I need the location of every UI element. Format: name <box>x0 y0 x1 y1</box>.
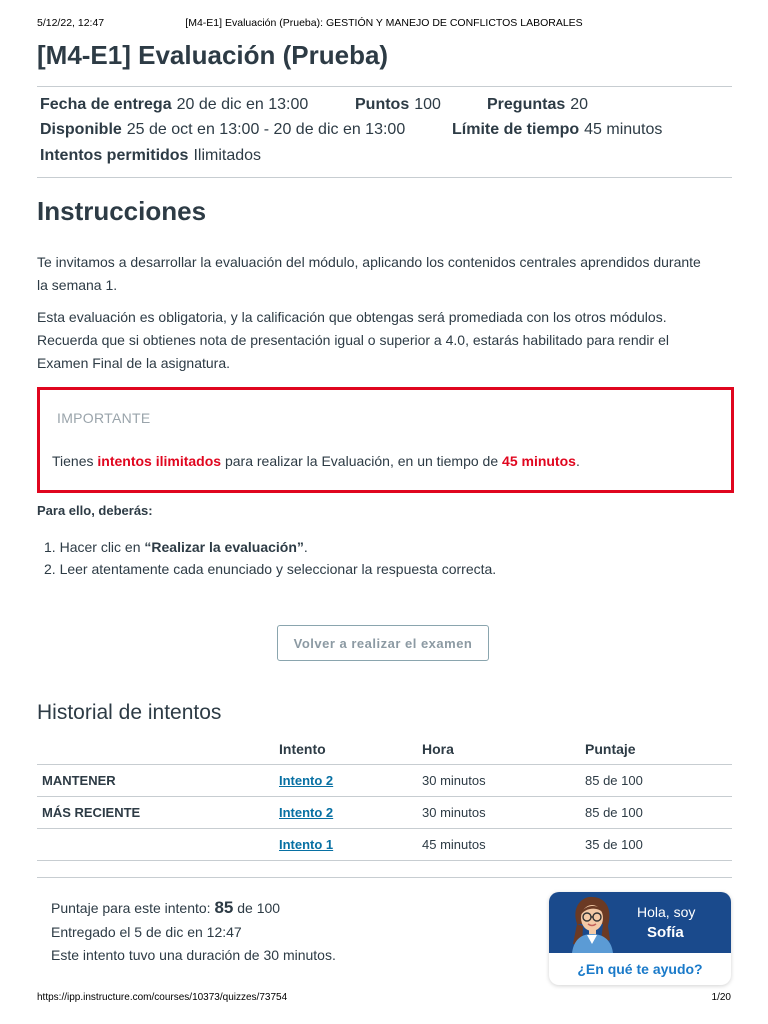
instructions-paragraph-2 <box>37 306 737 375</box>
attempt-time: 30 minutos <box>422 773 486 788</box>
assistant-avatar-icon <box>561 894 621 953</box>
time-limit-label: Límite de tiempo <box>452 121 580 138</box>
attempt-link[interactable]: Intento 2 <box>279 805 334 820</box>
important-text-part: . <box>575 453 580 469</box>
points <box>355 96 441 114</box>
print-footer <box>37 992 731 1006</box>
column-header-score: Puntaje <box>585 741 636 757</box>
due-date-value: 20 de dic en 13:00 <box>176 96 309 113</box>
assistant-widget[interactable] <box>549 892 731 985</box>
availability-label: Disponible <box>40 121 122 138</box>
paragraph-line: Examen Final de la asignatura. <box>37 355 230 371</box>
important-text <box>52 453 580 469</box>
quiz-details <box>37 86 732 178</box>
paragraph-line: la semana 1. <box>37 277 118 293</box>
attempt-time: 30 minutos <box>422 805 486 820</box>
retake-quiz-button[interactable]: Volver a realizar el examen <box>277 625 489 661</box>
points-value: 100 <box>414 96 441 113</box>
attempt-score: 35 de 100 <box>585 837 643 852</box>
step-number: 2. <box>44 561 56 577</box>
table-row <box>37 765 732 797</box>
print-document-title: [M4-E1] Evaluación (Prueba): GESTIÓN Y MANEJO DE CONFLICTOS LABORALES <box>185 17 583 29</box>
attempt-duration: Este intento tuvo una duración de 30 minutos. <box>51 947 336 963</box>
score-label: Puntaje para este intento: <box>51 900 215 916</box>
attempt-history-heading: Historial de intentos <box>37 701 222 724</box>
step-item <box>44 536 496 558</box>
step-text: Hacer clic en <box>59 539 145 555</box>
time-limit-value: 45 minutos <box>584 121 663 138</box>
step-text: Leer atentamente cada enunciado y seleccionar la respuesta correcta. <box>59 561 497 577</box>
score-total: de 100 <box>233 900 281 916</box>
steps-intro: Para ello, deberás: <box>37 503 153 518</box>
instructions-paragraph-1 <box>37 251 737 297</box>
score-value: 85 <box>214 898 234 917</box>
attempt-status: MANTENER <box>42 773 116 788</box>
step-number: 1. <box>44 539 56 555</box>
important-text-part: para realizar la Evaluación, en un tiempo de <box>221 453 503 469</box>
step-text: . <box>303 539 308 555</box>
questions-label: Preguntas <box>487 96 566 113</box>
points-label: Puntos <box>355 96 410 113</box>
important-time: 45 minutos <box>502 453 576 469</box>
due-date <box>40 96 308 114</box>
due-date-label: Fecha de entrega <box>40 96 172 113</box>
paragraph-line: Recuerda que si obtienes nota de presentación igual o superior a 4.0, estarás habilitado para rendir el <box>37 332 669 348</box>
assistant-banner <box>549 892 731 953</box>
step-emphasis: “Realizar la evaluación” <box>144 539 304 555</box>
assistant-name: Sofía <box>647 924 684 941</box>
print-page-number: 1/20 <box>711 992 731 1003</box>
table-header-row <box>37 734 732 765</box>
allowed-attempts <box>40 147 261 165</box>
attempt-time: 45 minutos <box>422 837 486 852</box>
steps-list <box>44 536 496 580</box>
print-header <box>37 17 731 31</box>
attempt-link[interactable]: Intento 2 <box>279 773 334 788</box>
important-label: IMPORTANTE <box>57 410 151 426</box>
questions-value: 20 <box>570 96 589 113</box>
important-notice <box>37 387 734 493</box>
step-item <box>44 558 496 580</box>
page-title: [M4-E1] Evaluación (Prueba) <box>37 40 389 70</box>
print-datetime: 5/12/22, 12:47 <box>37 17 105 29</box>
allowed-attempts-value: Ilimitados <box>193 147 262 164</box>
attempt-score-line <box>51 898 280 918</box>
column-header-attempt: Intento <box>279 741 326 757</box>
submitted-at: Entregado el 5 de dic en 12:47 <box>51 924 242 940</box>
allowed-attempts-label: Intentos permitidos <box>40 147 189 164</box>
attempt-status: MÁS RECIENTE <box>42 805 141 820</box>
instructions-heading: Instrucciones <box>37 196 207 226</box>
attempt-score: 85 de 100 <box>585 773 643 788</box>
availability-value: 25 de oct en 13:00 - 20 de dic en 13:00 <box>126 121 406 138</box>
important-unlimited-attempts: intentos ilimitados <box>97 453 222 469</box>
table-row <box>37 797 732 829</box>
column-header-time: Hora <box>422 741 454 757</box>
paragraph-line: Te invitamos a desarrollar la evaluación del módulo, aplicando los contenidos centrales aprendidos durante <box>37 254 701 270</box>
time-limit <box>452 121 662 139</box>
assistant-help-prompt[interactable]: ¿En qué te ayudo? <box>577 961 703 977</box>
availability <box>40 121 405 139</box>
attempt-score: 85 de 100 <box>585 805 643 820</box>
important-text-part: Tienes <box>52 453 98 469</box>
paragraph-line: Esta evaluación es obligatoria, y la calificación que obtengas será promediada con los otros módulos. <box>37 309 667 325</box>
attempt-link[interactable]: Intento 1 <box>279 837 334 852</box>
table-row <box>37 829 732 861</box>
print-url: https://ipp.instructure.com/courses/10373/quizzes/73754 <box>37 992 288 1003</box>
assistant-greeting: Hola, soy <box>637 904 696 920</box>
questions <box>487 96 588 114</box>
attempt-history-table <box>37 734 732 861</box>
